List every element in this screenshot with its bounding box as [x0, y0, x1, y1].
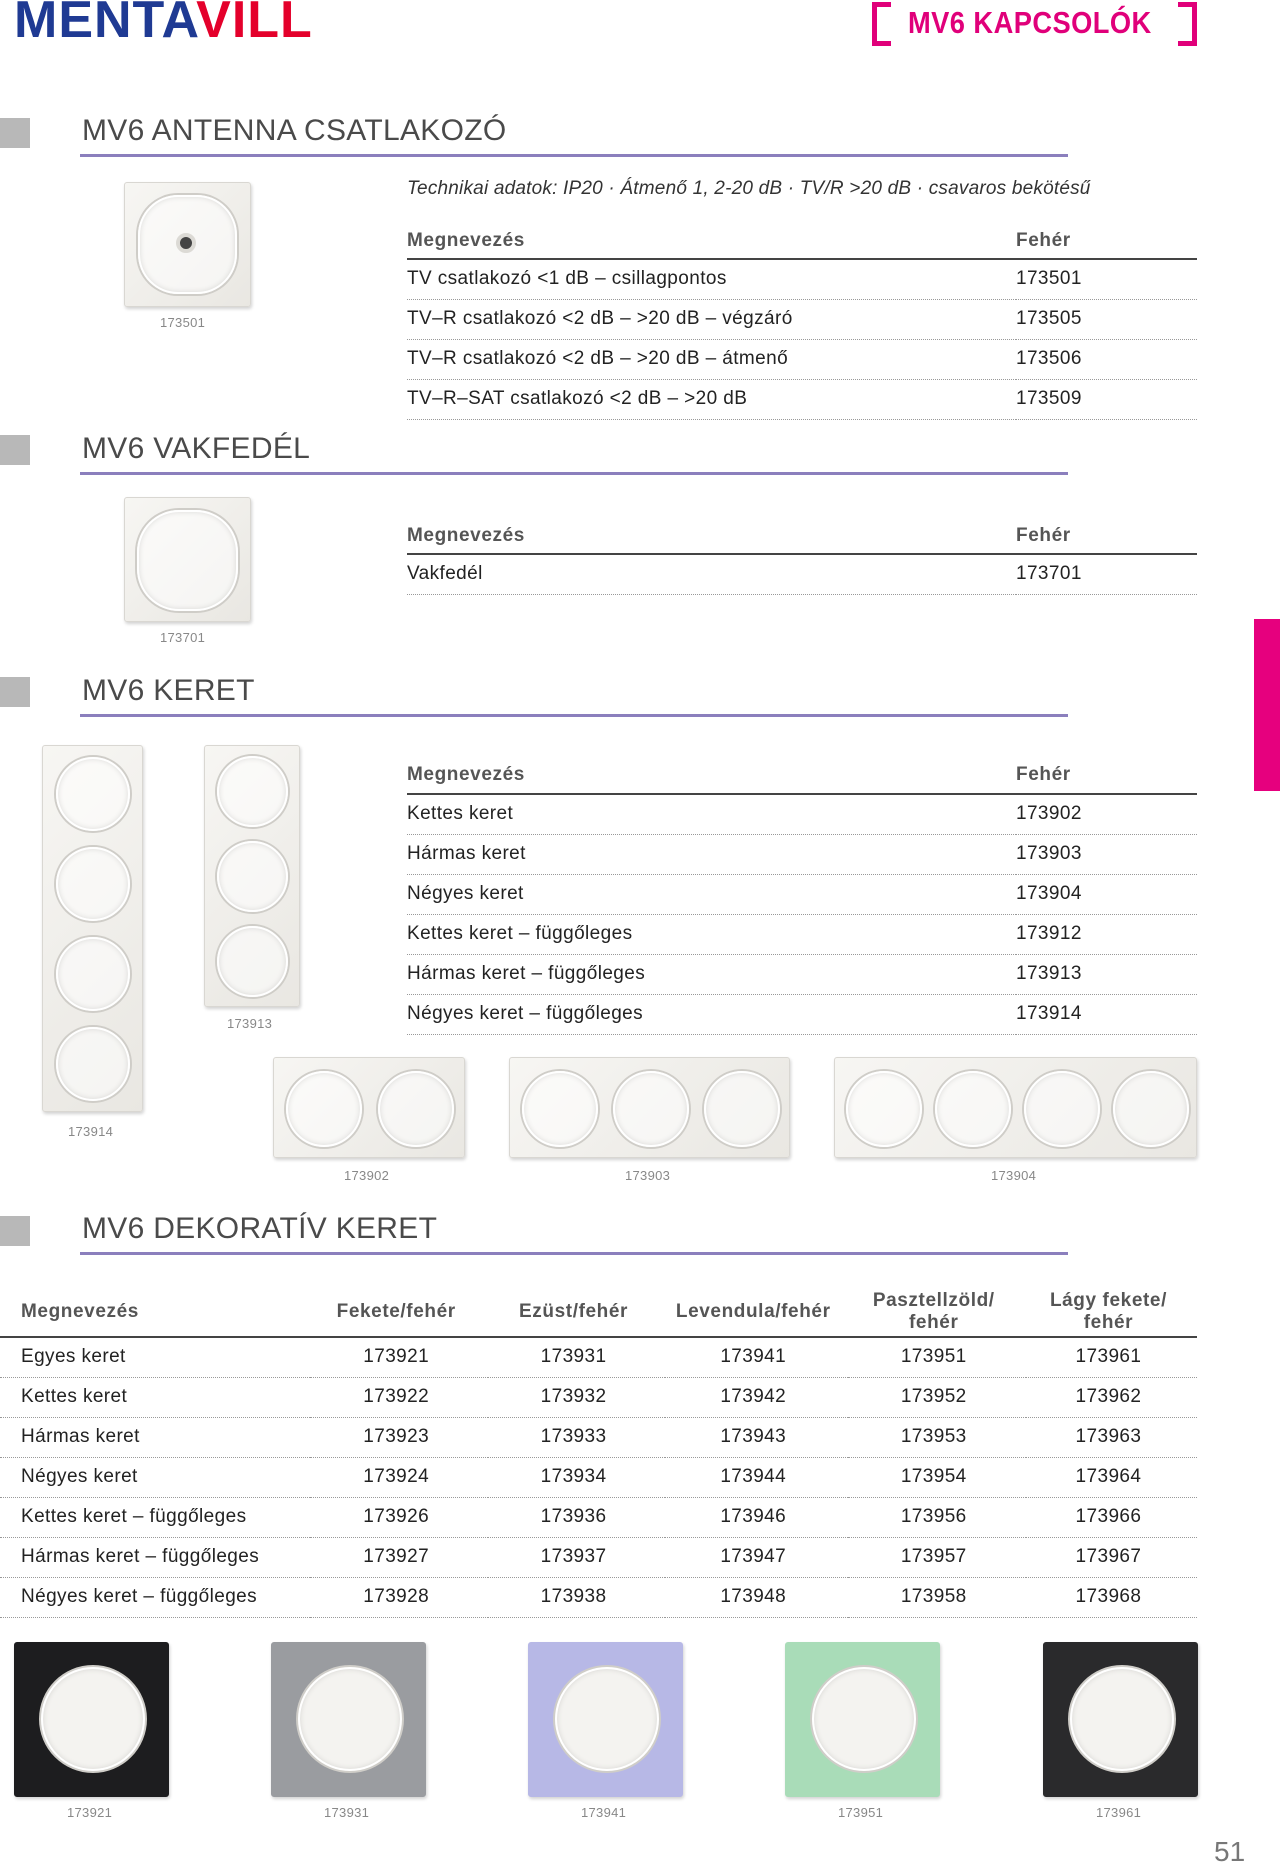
table-header-row — [0, 1287, 1197, 1337]
image-caption: 173903 — [625, 1168, 671, 1183]
table-row — [0, 1377, 1197, 1417]
product-name: TV–R–SAT csatlakozó <2 dB – >20 dB — [407, 379, 1016, 419]
product-code: 173924 — [310, 1457, 488, 1497]
blank-cover-face — [137, 510, 238, 611]
decor-frame-black-image — [14, 1642, 169, 1797]
frame-opening — [217, 926, 288, 997]
frame-opening — [1024, 1071, 1100, 1147]
table-row — [407, 954, 1197, 994]
column-header: Megnevezés — [407, 757, 1016, 794]
product-name: Hármas keret – függőleges — [0, 1537, 310, 1577]
product-code: 173501 — [1016, 259, 1197, 299]
column-header: Fehér — [1016, 757, 1197, 794]
bracket-left-icon — [872, 2, 891, 46]
frame-opening — [1070, 1667, 1174, 1771]
product-code: 173944 — [665, 1457, 848, 1497]
product-code: 173701 — [1016, 554, 1197, 594]
product-name: TV–R csatlakozó <2 dB – >20 dB – végzáró — [407, 299, 1016, 339]
decor-table — [0, 1287, 1197, 1618]
product-code: 173926 — [310, 1497, 488, 1537]
frame-opening — [1113, 1071, 1189, 1147]
frame-opening — [298, 1667, 402, 1771]
section-divider — [80, 714, 1068, 717]
column-header: Megnevezés — [407, 519, 1016, 554]
product-code: 173937 — [488, 1537, 665, 1577]
product-code: 173966 — [1026, 1497, 1197, 1537]
column-header: Fehér — [1016, 519, 1197, 554]
product-name: Négyes keret – függőleges — [407, 994, 1016, 1034]
column-header: Ezüst/fehér — [488, 1287, 665, 1337]
decor-frame-lavender-image — [528, 1642, 683, 1797]
product-code: 173904 — [1016, 874, 1197, 914]
vertical-three-frame-image — [204, 745, 300, 1007]
product-name: Kettes keret — [0, 1377, 310, 1417]
product-code: 173506 — [1016, 339, 1197, 379]
product-name: Négyes keret — [0, 1457, 310, 1497]
product-name: Hármas keret – függőleges — [407, 954, 1016, 994]
column-header: Megnevezés — [0, 1287, 310, 1337]
product-code: 173921 — [310, 1337, 488, 1377]
table-row — [0, 1337, 1197, 1377]
table-row — [407, 994, 1197, 1034]
product-code: 173957 — [848, 1537, 1026, 1577]
product-code: 173931 — [488, 1337, 665, 1377]
section-title-blank: MV6 VAKFEDÉL — [82, 432, 311, 465]
frame-opening — [56, 757, 130, 831]
decor-frame-silver-image — [271, 1642, 426, 1797]
table-row — [407, 914, 1197, 954]
technical-specs: Technikai adatok: IP20 · Átmenő 1, 2-20 dB · TV/R >20 dB · csavaros bekötésű — [407, 178, 1091, 199]
product-code: 173946 — [665, 1497, 848, 1537]
image-caption: 173931 — [324, 1805, 370, 1820]
product-code: 173932 — [488, 1377, 665, 1417]
product-code: 173962 — [1026, 1377, 1197, 1417]
product-code: 173936 — [488, 1497, 665, 1537]
product-name: Kettes keret — [407, 794, 1016, 834]
product-name: Kettes keret – függőleges — [0, 1497, 310, 1537]
product-code: 173914 — [1016, 994, 1197, 1034]
frame-opening — [613, 1071, 689, 1147]
decor-frame-soft-black-image — [1043, 1642, 1198, 1797]
logo-accent: VILL — [196, 0, 313, 49]
product-code: 173928 — [310, 1577, 488, 1617]
table-row — [407, 299, 1197, 339]
product-code: 173902 — [1016, 794, 1197, 834]
product-code: 173956 — [848, 1497, 1026, 1537]
product-name: Kettes keret – függőleges — [407, 914, 1016, 954]
product-code: 173948 — [665, 1577, 848, 1617]
product-name: Hármas keret — [407, 834, 1016, 874]
image-caption: 173904 — [991, 1168, 1037, 1183]
frame-opening — [41, 1667, 145, 1771]
product-code: 173963 — [1026, 1417, 1197, 1457]
product-code: 173941 — [665, 1337, 848, 1377]
bracket-right-icon — [1178, 2, 1197, 46]
column-header: Lágy fekete/ fehér — [1026, 1287, 1197, 1337]
vertical-four-frame-image — [42, 745, 143, 1112]
image-caption: 173913 — [227, 1016, 273, 1031]
table-row — [0, 1497, 1197, 1537]
section-marker-icon — [0, 118, 30, 148]
frame-opening — [555, 1667, 659, 1771]
frame-opening — [56, 847, 130, 921]
frame-opening — [378, 1071, 454, 1147]
section-title-frame: MV6 KERET — [82, 674, 255, 707]
table-row — [407, 259, 1197, 299]
image-caption: 173921 — [67, 1805, 113, 1820]
frame-opening — [846, 1071, 922, 1147]
column-header: Levendula/fehér — [665, 1287, 848, 1337]
antenna-socket-image — [124, 182, 251, 307]
table-row — [407, 794, 1197, 834]
product-code: 173967 — [1026, 1537, 1197, 1577]
frame-opening — [286, 1071, 362, 1147]
image-caption: 173941 — [581, 1805, 627, 1820]
table-row — [407, 339, 1197, 379]
product-name: TV–R csatlakozó <2 dB – >20 dB – átmenő — [407, 339, 1016, 379]
product-name: Vakfedél — [407, 554, 1016, 594]
section-title-decor: MV6 DEKORATÍV KERET — [82, 1212, 438, 1245]
frame-opening — [812, 1667, 916, 1771]
horizontal-four-frame-image — [834, 1057, 1197, 1158]
image-caption: 173902 — [344, 1168, 390, 1183]
antenna-table — [407, 224, 1197, 420]
product-name: Hármas keret — [0, 1417, 310, 1457]
image-caption: 173701 — [160, 630, 206, 645]
section-tag — [872, 2, 1197, 40]
table-header-row — [407, 757, 1197, 794]
product-code: 173961 — [1026, 1337, 1197, 1377]
product-code: 173933 — [488, 1417, 665, 1457]
product-code: 173923 — [310, 1417, 488, 1457]
frame-opening — [522, 1071, 598, 1147]
frame-opening — [56, 1027, 130, 1101]
decor-frame-mint-image — [785, 1642, 940, 1797]
frame-opening — [217, 756, 288, 827]
table-row — [0, 1537, 1197, 1577]
frame-table — [407, 757, 1197, 1035]
table-row — [0, 1417, 1197, 1457]
product-code: 173968 — [1026, 1577, 1197, 1617]
product-code: 173927 — [310, 1537, 488, 1577]
product-code: 173942 — [665, 1377, 848, 1417]
logo-main: MENTA — [14, 0, 197, 49]
product-code: 173505 — [1016, 299, 1197, 339]
coax-port-icon — [176, 233, 196, 253]
image-caption: 173501 — [160, 315, 206, 330]
image-caption: 173951 — [838, 1805, 884, 1820]
table-row — [407, 379, 1197, 419]
frame-opening — [217, 841, 288, 912]
product-code: 173952 — [848, 1377, 1026, 1417]
column-header: Fekete/fehér — [310, 1287, 488, 1337]
product-code: 173509 — [1016, 379, 1197, 419]
product-code: 173958 — [848, 1577, 1026, 1617]
product-code: 173951 — [848, 1337, 1026, 1377]
column-header: Pasztellzöld/ fehér — [848, 1287, 1026, 1337]
product-name: Négyes keret — [407, 874, 1016, 914]
section-tag-label: MV6 KAPCSOLÓK — [908, 5, 1152, 40]
frame-opening — [704, 1071, 780, 1147]
page-number: 51 — [1214, 1836, 1246, 1867]
horizontal-three-frame-image — [509, 1057, 790, 1158]
product-code: 173934 — [488, 1457, 665, 1497]
chapter-side-tab — [1254, 619, 1280, 791]
product-name: Négyes keret – függőleges — [0, 1577, 310, 1617]
image-caption: 173914 — [68, 1124, 114, 1139]
section-marker-icon — [0, 1216, 30, 1246]
table-row — [0, 1457, 1197, 1497]
product-code: 173938 — [488, 1577, 665, 1617]
product-code: 173964 — [1026, 1457, 1197, 1497]
product-code: 173922 — [310, 1377, 488, 1417]
table-header-row — [407, 224, 1197, 259]
horizontal-two-frame-image — [273, 1057, 465, 1158]
blank-cover-image — [124, 497, 251, 622]
product-name: Egyes keret — [0, 1337, 310, 1377]
section-divider — [80, 472, 1068, 475]
product-code: 173903 — [1016, 834, 1197, 874]
brand-logo — [14, 0, 313, 49]
frame-opening — [56, 937, 130, 1011]
image-caption: 173961 — [1096, 1805, 1142, 1820]
column-header: Fehér — [1016, 224, 1197, 259]
product-code: 173943 — [665, 1417, 848, 1457]
section-divider — [80, 1252, 1068, 1255]
table-row — [407, 874, 1197, 914]
product-code: 173954 — [848, 1457, 1026, 1497]
product-code: 173953 — [848, 1417, 1026, 1457]
product-name: TV csatlakozó <1 dB – csillagpontos — [407, 259, 1016, 299]
table-row — [407, 834, 1197, 874]
product-code: 173947 — [665, 1537, 848, 1577]
section-marker-icon — [0, 677, 30, 707]
section-title-antenna: MV6 ANTENNA CSATLAKOZÓ — [82, 114, 507, 147]
blank-table — [407, 519, 1197, 595]
table-row — [0, 1577, 1197, 1617]
product-code: 173912 — [1016, 914, 1197, 954]
table-header-row — [407, 519, 1197, 554]
product-code: 173913 — [1016, 954, 1197, 994]
frame-opening — [935, 1071, 1011, 1147]
section-marker-icon — [0, 435, 30, 465]
column-header: Megnevezés — [407, 224, 1016, 259]
table-row — [407, 554, 1197, 594]
section-divider — [80, 154, 1068, 157]
